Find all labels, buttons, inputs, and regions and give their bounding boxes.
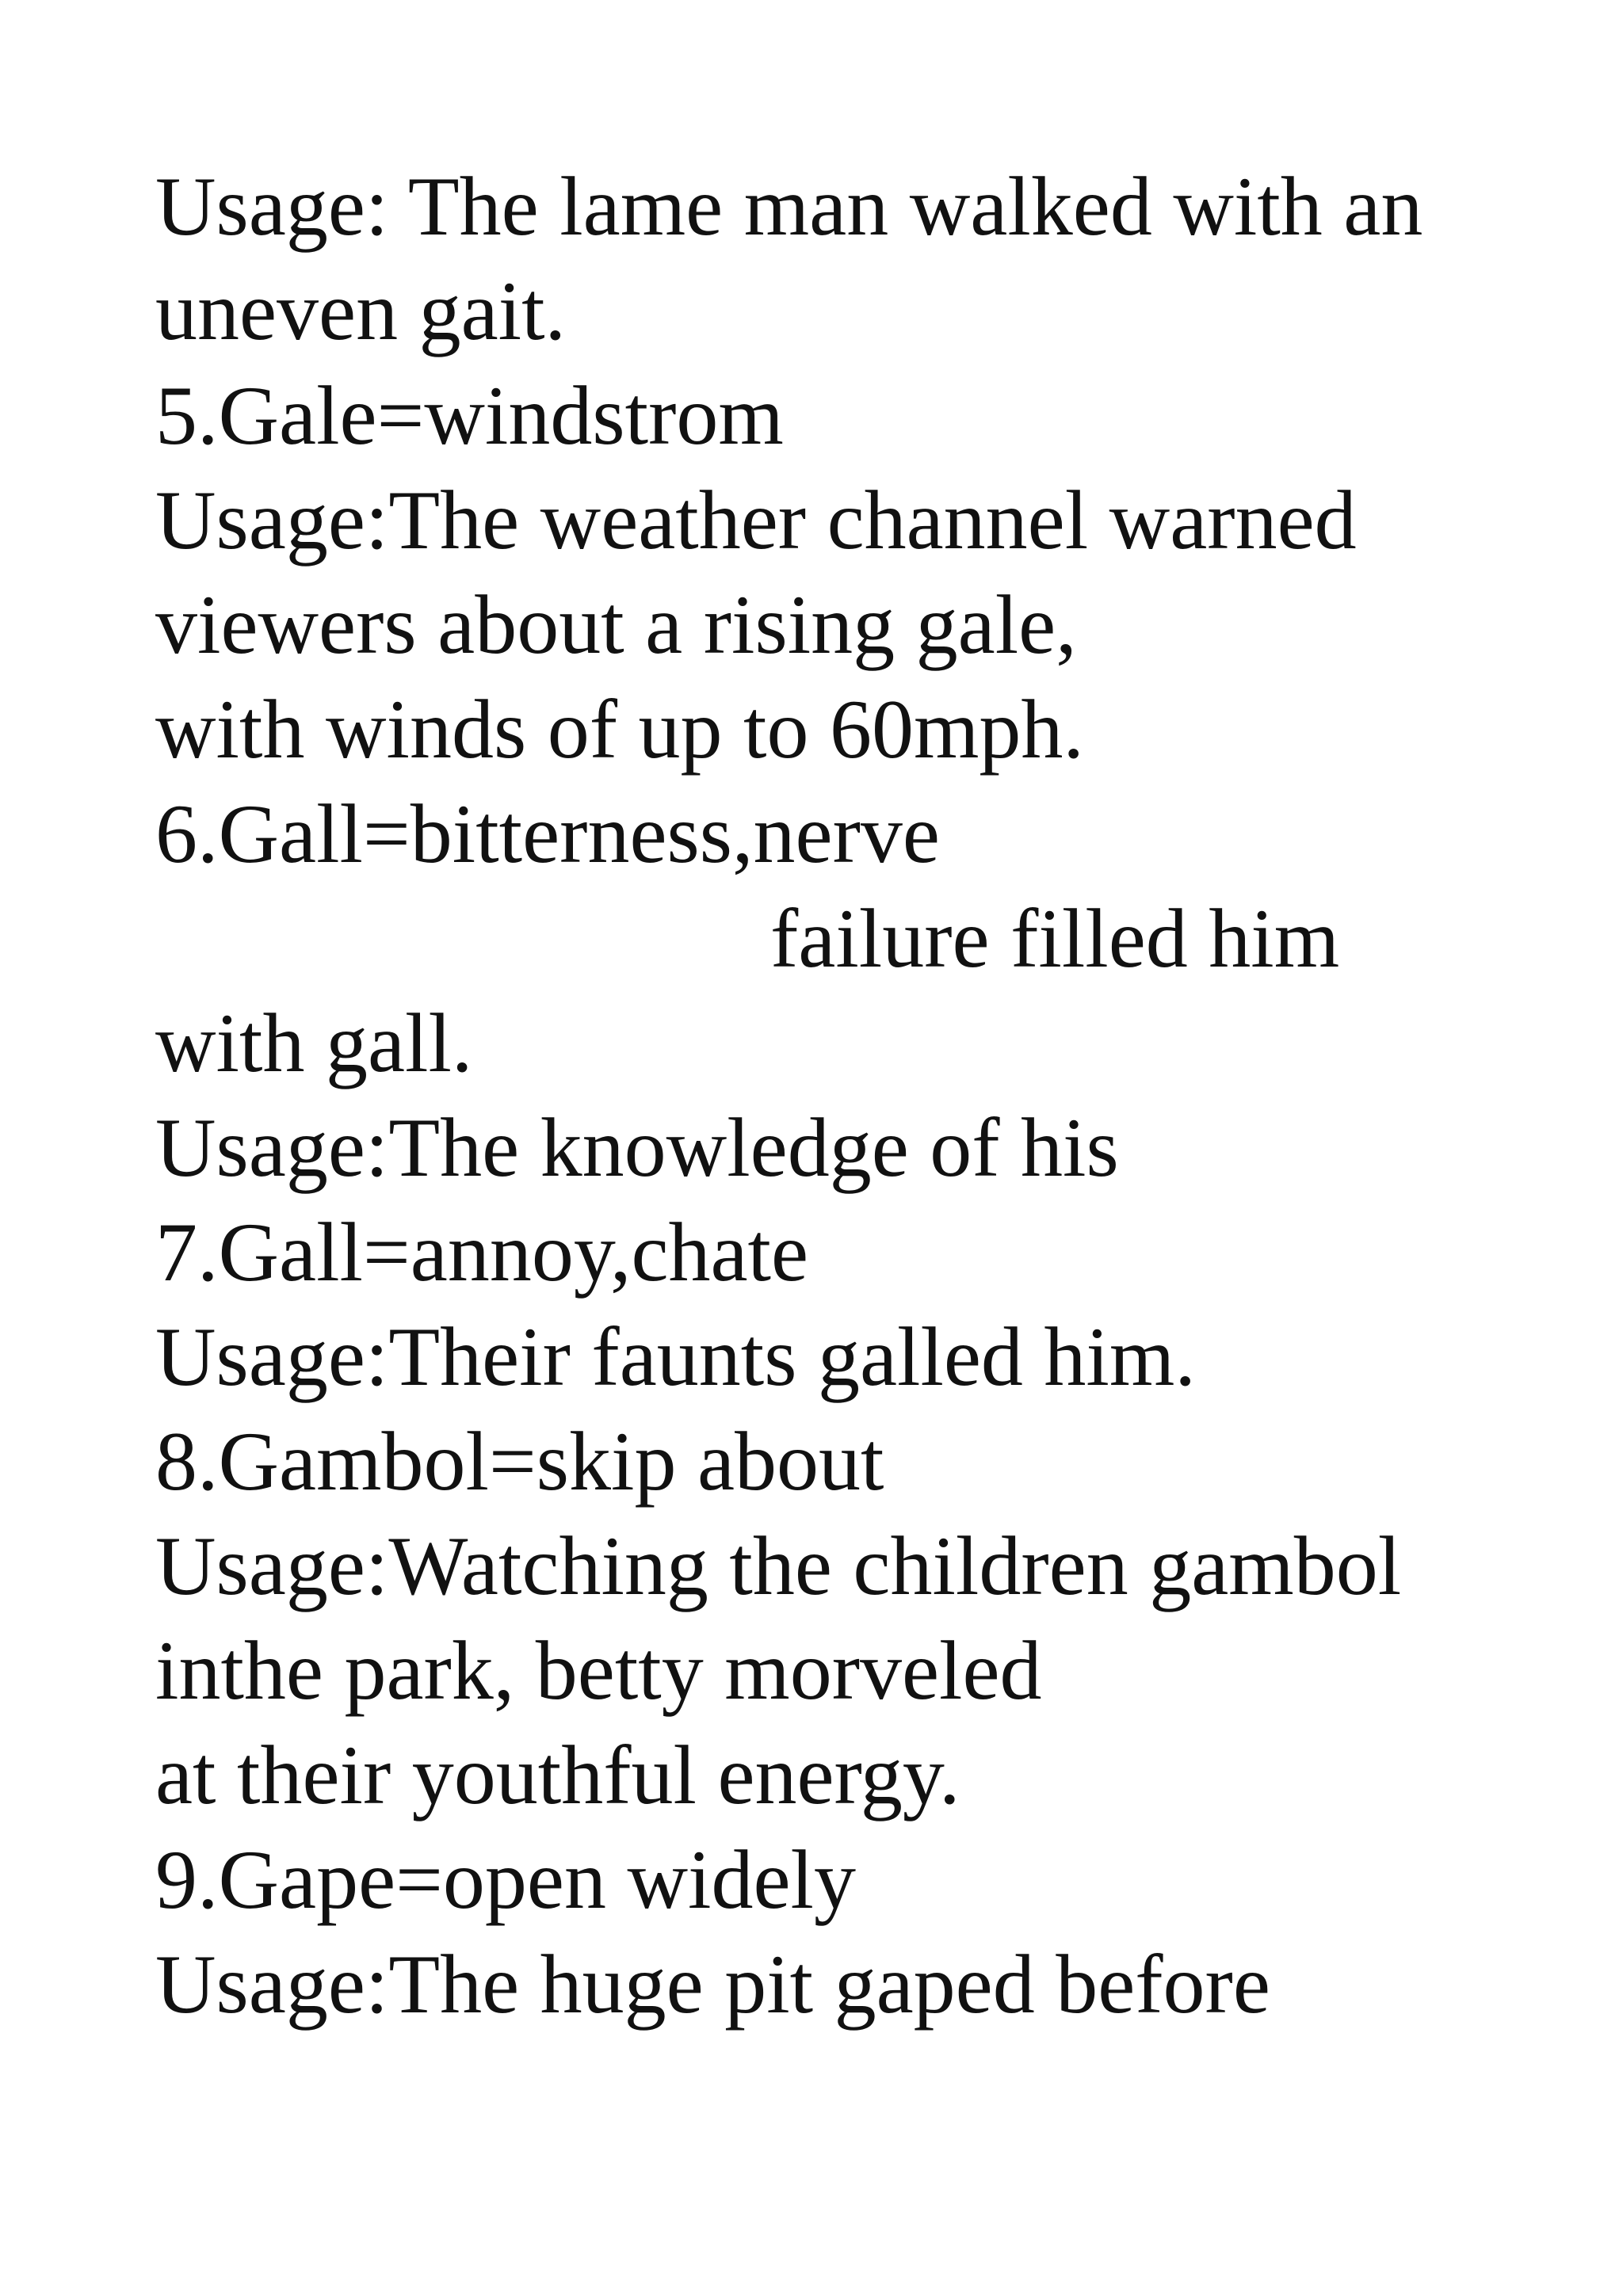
text-line: failure filled him xyxy=(770,892,1340,985)
text-line: inthe park, betty morveled xyxy=(155,1624,1042,1717)
text-line: viewers about a rising gale, xyxy=(155,578,1077,671)
text-line: Usage:Their faunts galled him. xyxy=(155,1310,1196,1403)
vocabulary-notes xyxy=(155,154,1582,2037)
text-line: Usage:The weather channel warned xyxy=(155,474,1357,566)
text-line: 6.Gall=bitterness,nerve xyxy=(155,788,940,880)
text-line: 5.Gale=windstrom xyxy=(155,369,784,462)
text-line: 8.Gambol=skip about xyxy=(155,1415,884,1508)
text-line: with winds of up to 60mph. xyxy=(155,683,1084,776)
text-line: 9.Gape=open widely xyxy=(155,1833,856,1926)
text-line: with gall. xyxy=(155,997,473,1089)
text-line: Usage:The huge pit gaped before xyxy=(155,1938,1270,2031)
text-line: Usage:The knowledge of his xyxy=(155,1101,1119,1194)
text-line: Usage: The lame man walked with an xyxy=(155,160,1423,253)
text-line: Usage:Watching the children gambol xyxy=(155,1520,1402,1612)
text-line: uneven gait. xyxy=(155,265,567,357)
text-line: at their youthful energy. xyxy=(155,1729,960,1821)
text-line: 7.Gall=annoy,chate xyxy=(155,1206,809,1299)
